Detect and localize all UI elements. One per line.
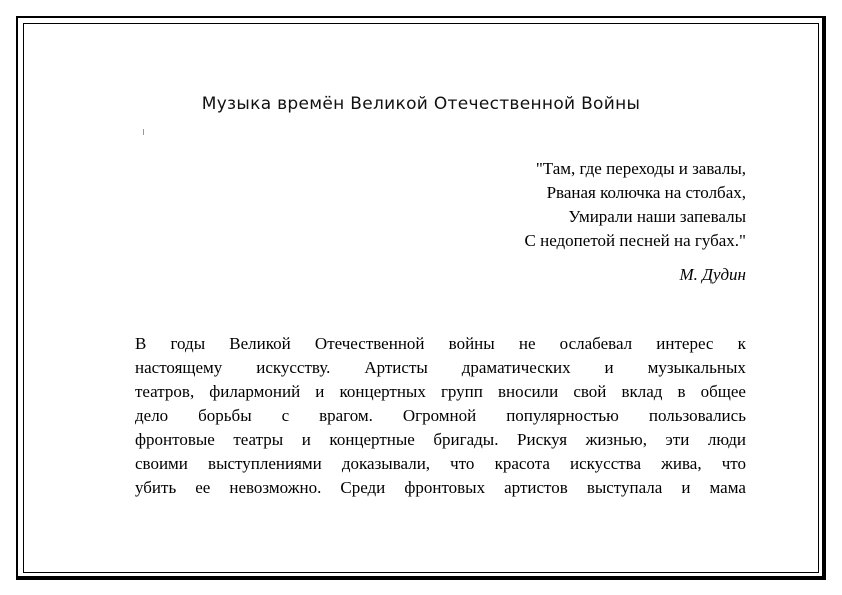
word: бригады. bbox=[433, 430, 499, 449]
word: настоящему bbox=[135, 358, 223, 377]
word: дело bbox=[135, 406, 169, 425]
word: концертных bbox=[339, 382, 426, 401]
word: Огромной bbox=[402, 406, 477, 425]
epigraph-line: Рваная колючка на столбах, bbox=[546, 183, 746, 202]
paragraph-line bbox=[135, 452, 746, 476]
margin-mark bbox=[143, 129, 144, 135]
word: вносили bbox=[497, 382, 559, 401]
epigraph-line: Умирали наши запевалы bbox=[568, 207, 746, 226]
paragraph-line bbox=[135, 332, 746, 356]
body-paragraph bbox=[135, 332, 746, 500]
word: интерес bbox=[656, 334, 714, 353]
word: эти bbox=[665, 430, 690, 449]
word: искусству. bbox=[256, 358, 331, 377]
word: борьбы bbox=[198, 406, 252, 425]
word: с bbox=[281, 406, 290, 425]
word: люди bbox=[707, 430, 746, 449]
word: свой bbox=[573, 382, 607, 401]
word: музыкальных bbox=[647, 358, 746, 377]
word: артистов bbox=[504, 478, 568, 497]
word: театров, bbox=[135, 382, 195, 401]
word: концертные bbox=[329, 430, 415, 449]
word: филармоний bbox=[209, 382, 301, 401]
word: и bbox=[315, 382, 325, 401]
word: своими bbox=[135, 454, 188, 473]
word: групп bbox=[440, 382, 483, 401]
word: годы bbox=[170, 334, 206, 353]
word: мама bbox=[709, 478, 746, 497]
epigraph-line: "Там, где переходы и завалы, bbox=[535, 159, 746, 178]
word: в bbox=[677, 382, 686, 401]
word: что bbox=[721, 454, 746, 473]
word: красота bbox=[494, 454, 550, 473]
word: Великой bbox=[229, 334, 291, 353]
word: вклад bbox=[621, 382, 663, 401]
page-title: Музыка времён Великой Отечественной Войны bbox=[201, 94, 641, 114]
word: не bbox=[518, 334, 536, 353]
word: общее bbox=[700, 382, 746, 401]
word: Отечественной bbox=[314, 334, 425, 353]
word: и bbox=[604, 358, 614, 377]
word: выступала bbox=[586, 478, 663, 497]
paragraph-line bbox=[135, 404, 746, 428]
epigraph-author: М. Дудин bbox=[679, 265, 746, 284]
word: к bbox=[737, 334, 746, 353]
word: Артисты bbox=[364, 358, 428, 377]
word: невозможно. bbox=[229, 478, 322, 497]
word: выступлениями bbox=[208, 454, 322, 473]
word: пользовались bbox=[648, 406, 746, 425]
word: Среди bbox=[340, 478, 386, 497]
word: и bbox=[301, 430, 311, 449]
word: В bbox=[135, 334, 147, 353]
paragraph-line bbox=[135, 476, 746, 500]
word: ее bbox=[195, 478, 211, 497]
word: доказывали, bbox=[341, 454, 431, 473]
word: убить bbox=[135, 478, 177, 497]
word: жива, bbox=[661, 454, 702, 473]
word: театры bbox=[233, 430, 284, 449]
word: ослабевал bbox=[559, 334, 633, 353]
paragraph-line bbox=[135, 428, 746, 452]
word: и bbox=[681, 478, 691, 497]
word: популярностью bbox=[506, 406, 619, 425]
word: фронтовые bbox=[135, 430, 215, 449]
epigraph-line: С недопетой песней на губах." bbox=[524, 231, 746, 250]
word: фронтовых bbox=[404, 478, 486, 497]
word: жизнью, bbox=[585, 430, 647, 449]
word: драматических bbox=[461, 358, 571, 377]
word: искусства bbox=[570, 454, 642, 473]
paragraph-line bbox=[135, 356, 746, 380]
word: врагом. bbox=[319, 406, 373, 425]
word: войны bbox=[448, 334, 495, 353]
word: что bbox=[450, 454, 475, 473]
epigraph bbox=[525, 157, 746, 253]
paragraph-line bbox=[135, 380, 746, 404]
word: Рискуя bbox=[517, 430, 568, 449]
